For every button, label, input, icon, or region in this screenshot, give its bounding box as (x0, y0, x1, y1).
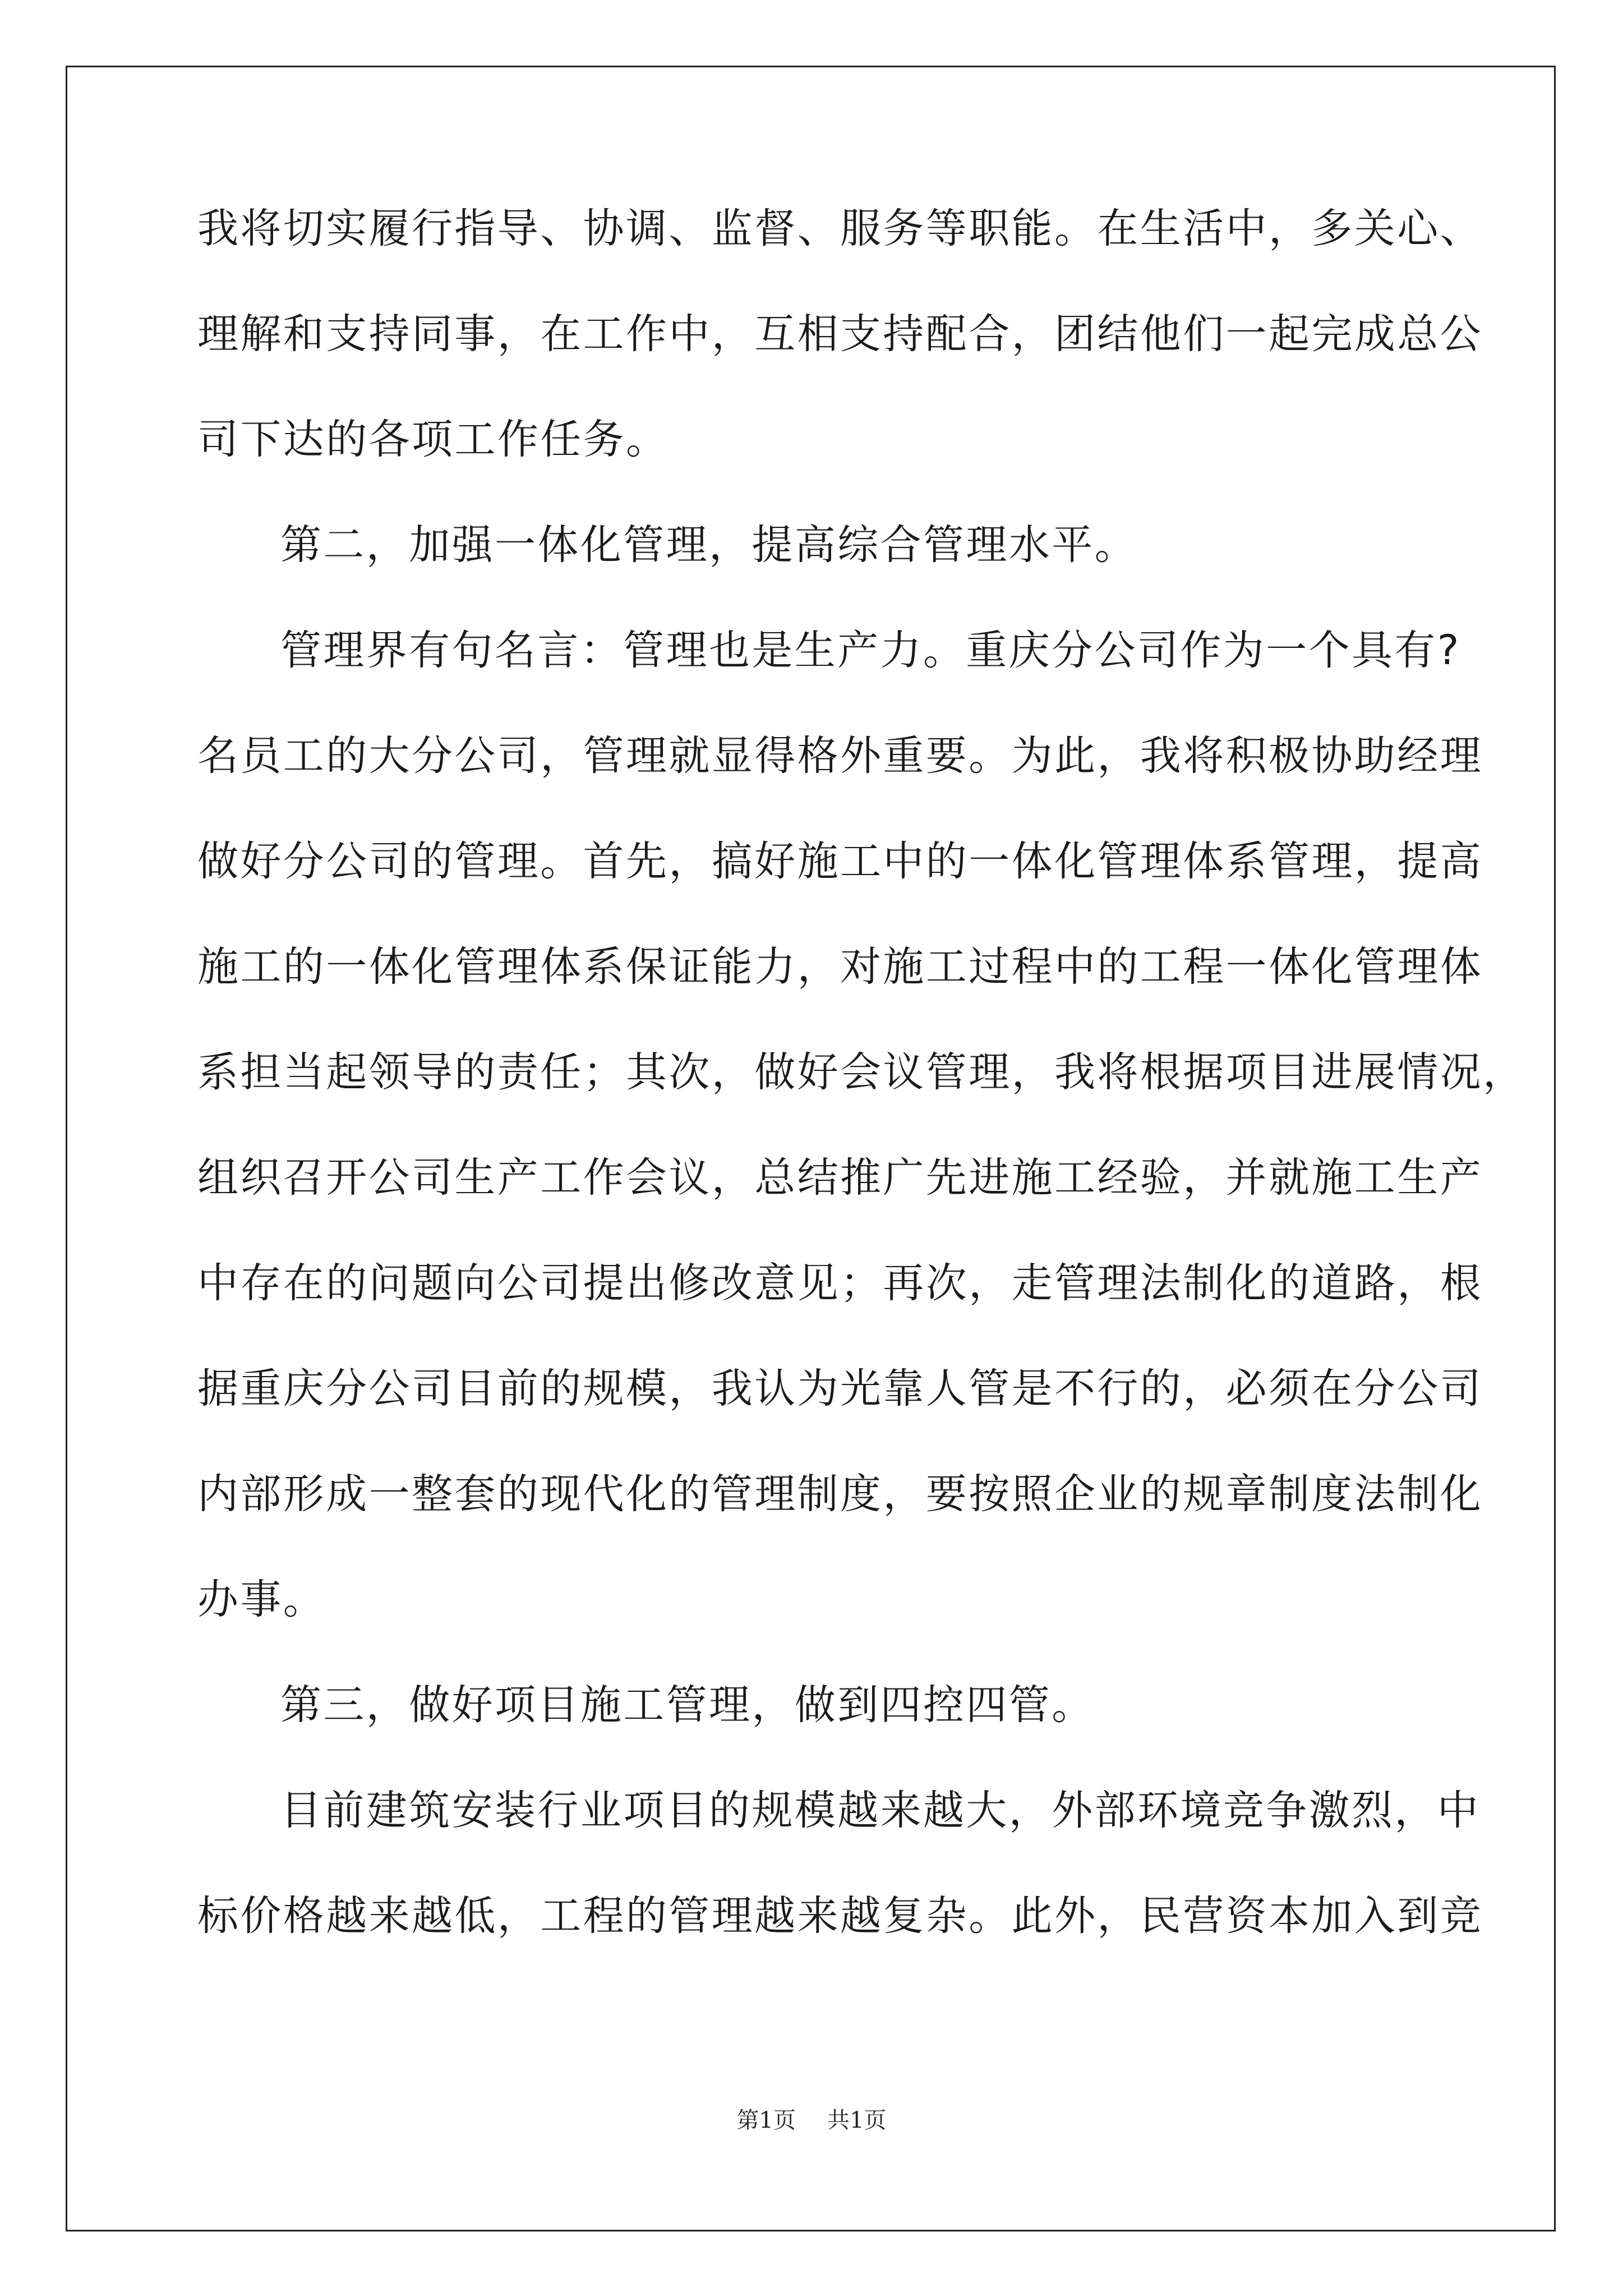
text-line: 理解和支持同事，在工作中，互相支持配合，团结他们一起完成总公 (197, 310, 1483, 358)
text-line: 我将切实履行指导、协调、监督、服务等职能。在生活中，多关心、 (197, 205, 1483, 252)
text-line: 标价格越来越低，工程的管理越来越复杂。此外，民营资本加入到竞 (197, 1892, 1483, 1940)
text-line: 中存在的问题向公司提出修改意见；再次，走管理法制化的道路，根 (197, 1259, 1483, 1307)
text-line: 据重庆分公司目前的规模，我认为光靠人管是不行的，必须在分公司 (197, 1365, 1483, 1412)
page-number: 第1页 (736, 2108, 796, 2133)
text-line: 名员工的大分公司，管理就显得格外重要。为此，我将积极协助经理 (197, 732, 1483, 780)
text-line: 做好分公司的管理。首先，搞好施工中的一体化管理体系管理，提高 (197, 838, 1483, 885)
text-line: 施工的一体化管理体系保证能力，对施工过程中的工程一体化管理体 (197, 943, 1483, 991)
text-line: 组织召开公司生产工作会议，总结推广先进施工经验，并就施工生产 (197, 1154, 1483, 1202)
text-line: 办事。 (197, 1576, 326, 1623)
text-line: 内部形成一整套的现代化的管理制度，要按照企业的规章制度法制化 (197, 1470, 1483, 1518)
page-footer (0, 2106, 1623, 2134)
text-line: 管理界有句名言：管理也是生产力。重庆分公司作为一个具有? (280, 627, 1461, 674)
section-heading: 第三，做好项目施工管理，做到四控四管。 (280, 1681, 1095, 1729)
text-line: 目前建筑安装行业项目的规模越来越大，外部环境竞争激烈，中 (280, 1787, 1481, 1834)
section-heading: 第二，加强一体化管理，提高综合管理水平。 (280, 521, 1137, 569)
text-line: 司下达的各项工作任务。 (197, 416, 669, 463)
text-line: 系担当起领导的责任；其次，做好会议管理，我将根据项目进展情况， (197, 1048, 1526, 1096)
page-total: 共1页 (827, 2108, 887, 2133)
